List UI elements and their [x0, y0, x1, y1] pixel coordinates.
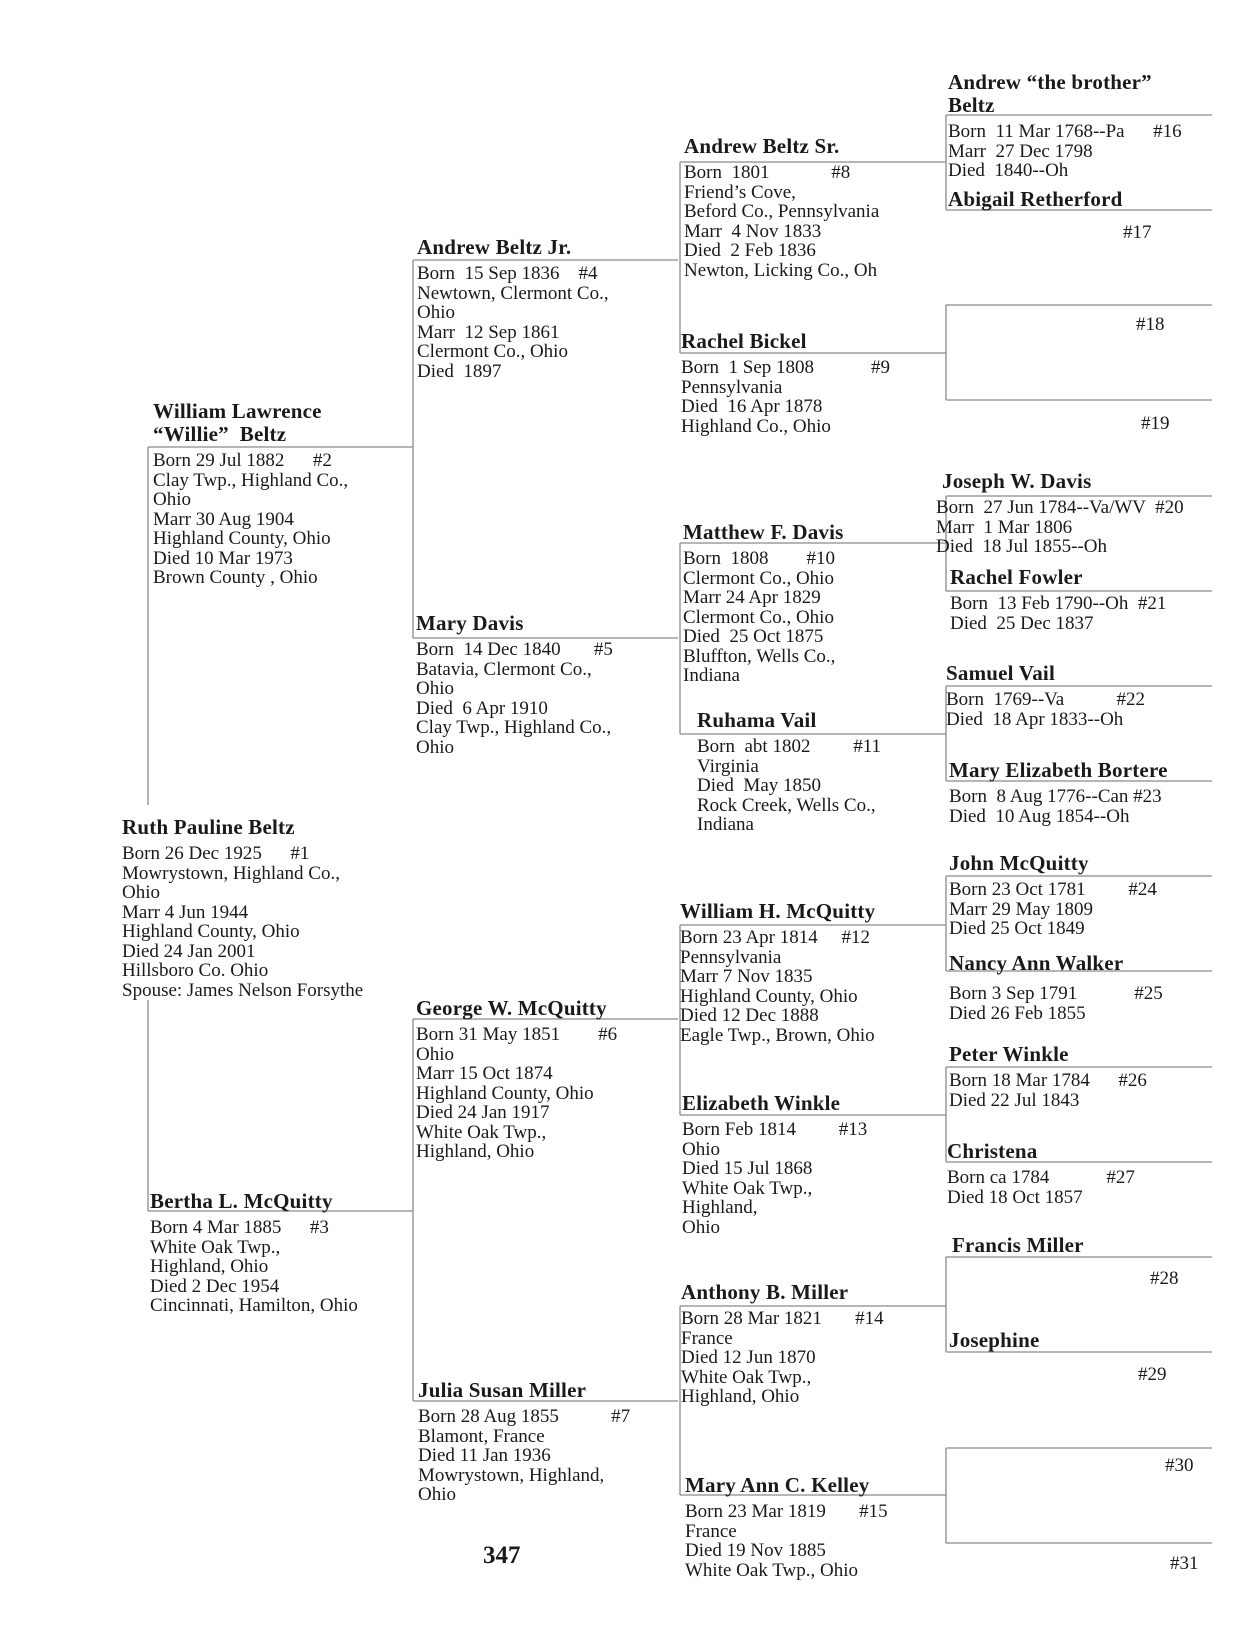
- person-name: George W. McQuitty: [416, 996, 607, 1020]
- person-name: Andrew Beltz Jr.: [417, 235, 572, 259]
- person-details: Born 26 Dec 1925 #1 Mowrystown, Highland Co., Ohio Marr 4 Jun 1944 Highland County, Ohio Died 24 Jan 2001 Hillsboro Co. Ohio Spouse: James Nelson Forsythe: [122, 843, 364, 1001]
- person-name: Rachel Bickel: [681, 329, 807, 353]
- person-14: [681, 1281, 884, 1407]
- person-5: [416, 612, 613, 757]
- person-details: Born ca 1784 #27 Died 18 Oct 1857: [947, 1167, 1135, 1208]
- person-details: Born 1 Sep 1808 #9 Pennsylvania Died 16 Apr 1878 Highland Co., Ohio: [681, 357, 890, 437]
- person-22: [946, 662, 1145, 729]
- person-details: Born abt 1802 #11 Virginia Died May 1850 Rock Creek, Wells Co., Indiana: [697, 736, 882, 835]
- person-details: Born 28 Aug 1855 #7 Blamont, France Died 11 Jan 1936 Mowrystown, Highland, Ohio: [418, 1406, 631, 1505]
- person-13: [682, 1092, 867, 1237]
- person-name: Francis Miller: [952, 1233, 1084, 1257]
- person-details: Born 1769--Va #22 Died 18 Apr 1833--Oh: [946, 689, 1145, 730]
- person-28: [952, 1234, 1084, 1257]
- person-26: [949, 1043, 1147, 1110]
- person-1: [122, 816, 363, 1000]
- person-9: [681, 330, 890, 436]
- person-details: Born 13 Feb 1790--Oh #21 Died 25 Dec 1837: [950, 593, 1167, 634]
- person-name: Abigail Retherford: [948, 187, 1123, 211]
- person-name: Ruhama Vail: [697, 708, 817, 732]
- person-20: [936, 470, 1184, 557]
- person-details: Born 1801 #8 Friend’s Cove, Beford Co., Pennsylvania Marr 4 Nov 1833 Died 2 Feb 1836 Newton, Licking Co., Oh: [684, 162, 880, 281]
- ancestor-number-18: #18: [1136, 314, 1165, 335]
- person-details: Born 14 Dec 1840 #5 Batavia, Clermont Co., Ohio Died 6 Apr 1910 Clay Twp., Highland Co., Ohio: [416, 639, 613, 758]
- person-name: Peter Winkle: [949, 1042, 1069, 1066]
- ancestor-number-28: #28: [1150, 1268, 1179, 1289]
- person-name: Matthew F. Davis: [683, 520, 844, 544]
- page-number: 347: [483, 1542, 521, 1569]
- person-details: Born 28 Mar 1821 #14 France Died 12 Jun 1870 White Oak Twp., Highland, Ohio: [681, 1308, 884, 1407]
- person-4: [417, 236, 609, 381]
- person-details: Born 1808 #10 Clermont Co., Ohio Marr 24 Apr 1829 Clermont Co., Ohio Died 25 Oct 1875 Bluffton, Wells Co., Indiana: [683, 548, 836, 686]
- person-2: [153, 400, 348, 588]
- person-name: Andrew “the brother” Beltz: [948, 70, 1152, 117]
- person-12: [680, 900, 875, 1045]
- person-3: [150, 1190, 358, 1316]
- person-6: [416, 997, 617, 1162]
- ancestor-number-30: #30: [1165, 1455, 1194, 1476]
- person-23: [949, 759, 1168, 826]
- person-25: [949, 952, 1163, 1023]
- person-11: [697, 709, 881, 835]
- person-name: Ruth Pauline Beltz: [122, 815, 295, 839]
- person-details: Born 11 Mar 1768--Pa #16 Marr 27 Dec 1798 Died 1840--Oh: [948, 121, 1182, 181]
- person-name: Samuel Vail: [946, 661, 1055, 685]
- person-details: Born 15 Sep 1836 #4 Newtown, Clermont Co., Ohio Marr 12 Sep 1861 Clermont Co., Ohio Died 1897: [417, 263, 609, 382]
- person-name: Mary Ann C. Kelley: [685, 1473, 870, 1497]
- person-name: Josephine: [949, 1328, 1040, 1352]
- person-name: Mary Davis: [416, 611, 524, 635]
- person-16: [948, 71, 1182, 181]
- person-name: Bertha L. McQuitty: [150, 1189, 333, 1213]
- person-details: Born 23 Mar 1819 #15 France Died 19 Nov 1885 White Oak Twp., Ohio: [685, 1501, 888, 1581]
- person-15: [685, 1474, 888, 1580]
- person-24: [949, 852, 1157, 939]
- ancestor-number-19: #19: [1141, 413, 1170, 434]
- person-27: [947, 1140, 1135, 1207]
- person-name: Nancy Ann Walker: [949, 951, 1124, 975]
- person-details: Born 29 Jul 1882 #2 Clay Twp., Highland Co., Ohio Marr 30 Aug 1904 Highland County, Ohio Died 10 Mar 1973 Brown County , Ohio: [153, 450, 349, 588]
- ancestor-number-29: #29: [1138, 1364, 1167, 1385]
- person-name: Mary Elizabeth Bortere: [949, 758, 1168, 782]
- person-details: Born 23 Apr 1814 #12 Pennsylvania Marr 7 Nov 1835 Highland County, Ohio Died 12 Dec 1888 Eagle Twp., Brown, Ohio: [680, 927, 875, 1046]
- person-29: [949, 1329, 1040, 1352]
- ancestor-number-17: #17: [1123, 222, 1152, 243]
- person-name: John McQuitty: [949, 851, 1089, 875]
- person-17: [948, 188, 1123, 211]
- person-name: Joseph W. Davis: [942, 469, 1092, 493]
- person-details: Born 27 Jun 1784--Va/WV #20 Marr 1 Mar 1806 Died 18 Jul 1855--Oh: [936, 497, 1184, 557]
- person-details: Born 4 Mar 1885 #3 White Oak Twp., Highland, Ohio Died 2 Dec 1954 Cincinnati, Hamilton, Ohio: [150, 1217, 358, 1316]
- person-name: Christena: [947, 1139, 1038, 1163]
- person-details: Born 18 Mar 1784 #26 Died 22 Jul 1843: [949, 1070, 1147, 1111]
- person-7: [418, 1379, 630, 1505]
- person-name: William Lawrence “Willie” Beltz: [153, 399, 322, 446]
- person-name: William H. McQuitty: [680, 899, 876, 923]
- person-name: Elizabeth Winkle: [682, 1091, 841, 1115]
- person-name: Rachel Fowler: [950, 565, 1083, 589]
- person-details: Born Feb 1814 #13 Ohio Died 15 Jul 1868 White Oak Twp., Highland, Ohio: [682, 1119, 868, 1238]
- person-details: Born 3 Sep 1791 #25 Died 26 Feb 1855: [949, 983, 1163, 1024]
- person-21: [950, 566, 1166, 633]
- person-name: Andrew Beltz Sr.: [684, 134, 840, 158]
- person-details: Born 8 Aug 1776--Can #23 Died 10 Aug 1854--Oh: [949, 786, 1162, 827]
- person-10: [683, 521, 844, 686]
- person-name: Anthony B. Miller: [681, 1280, 849, 1304]
- person-8: [684, 135, 879, 280]
- person-name: Julia Susan Miller: [418, 1378, 587, 1402]
- person-details: Born 31 May 1851 #6 Ohio Marr 15 Oct 1874 Highland County, Ohio Died 24 Jan 1917 White Oak Twp., Highland, Ohio: [416, 1024, 618, 1162]
- person-details: Born 23 Oct 1781 #24 Marr 29 May 1809 Died 25 Oct 1849: [949, 879, 1157, 939]
- ancestor-number-31: #31: [1170, 1553, 1199, 1574]
